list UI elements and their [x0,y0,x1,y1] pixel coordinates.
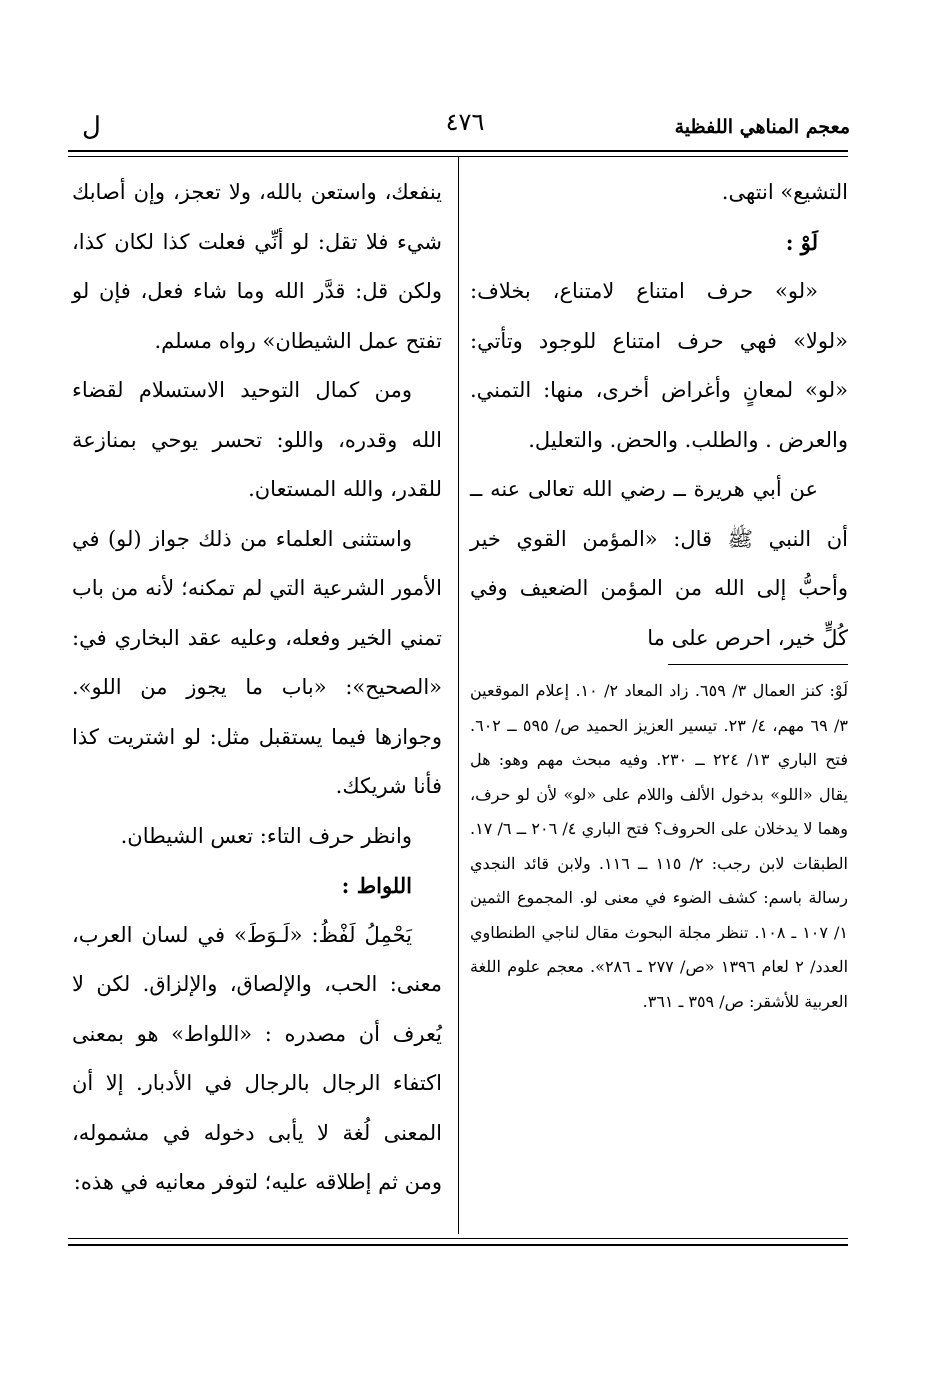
column-divider [458,156,459,1234]
paragraph: واستثنى العلماء من ذلك جواز (لو) في الأمور الشرعية التي لم تمكنه؛ لأنه من باب تمني الخير وفعله، وعليه عقد البخاري في: «الصحيح»: «باب ما يجوز من اللو». وجوازها فيما يستقبل مثل: لو اشتريت كذا فأنا شريكك. [72,526,442,798]
header-rule [68,150,848,152]
right-column [470,168,848,663]
entry-heading-liwat: اللواط : [341,873,412,898]
paragraph: التشيع» انتهى. [721,180,848,204]
paragraph: يَحْمِلُ لَفْظُ: «لَـوَطَ» في لسان العرب، معنى: الحب، والإلصاق، والإلزاق. لكن لا يُعرف أن مصدره : «اللواط» هو بمعنى اكتفاء الرجال بالرجال في الأدبار. إلا أن المعنى لُغة لا يأبى دخوله في مشموله، ومن ثم إطلاقه عليه؛ لتوفر معانيه في هذه: [72,922,442,1194]
book-title: معجم المناهي اللفظية [674,116,850,138]
left-column [72,168,442,1208]
cross-reference: وانظر حرف التاء: تعس الشيطان. [120,823,412,848]
footer-rule-thin [68,1238,848,1239]
paragraph: ومن كمال التوحيد الاستسلام لقضاء الله وقدره، واللو: تحسر يوحي بمنازعة للقدر، والله المستعان. [72,378,442,501]
paragraph: «لو» حرف امتناع لامتناع، بخلاف: «لولا» فهي حرف امتناع للوجود وتأتي: «لو» لمعانٍ وأغراض أخرى، منها: التمني. والعرض . والطلب. والحض. والتعليل. [470,279,848,452]
page-number: ٤٧٦ [445,108,485,136]
entry-heading-law: لَوْ : [785,229,818,255]
footer-rule [68,1244,848,1246]
footnote: لَوْ: كنز العمال ٣/ ٦٥٩. زاد المعاد ٢/ ١٠. إعلام الموقعين ٣/ ٦٩ مهم، ٤/ ٢٣. تيسير العزيز الحميد ص/ ٥٩٥ ــ ٦٠٢. فتح الباري ١٣/ ٢٢٤ ــ ٢٣٠. وفيه مبحث مهم وهو: هل يقال «اللو» بدخول الألف واللام على «لو» لأن لو حرف، وهما لا يدخلان على الحروف؟ فتح الباري ٤/ ٢٠٦ ــ ٦/ ١٧. الطبقات لابن رجب: ٢/ ١١٥ ــ ١١٦. ولابن قائد النجدي رسالة باسم: كشف الضوء في معنى لو. المجموع الثمين ١/ ١٠٧ ـ ١٠٨. تنظر مجلة البحوث مقال لناجي الطنطاوي العدد/ ٢ لعام ١٣٩٦ «ص/ ٢٧٧ ـ ٢٨٦». معجم علوم اللغة العربية للأشقر: ص/ ٣٥٩ ـ ٣٦١. [470,681,849,1011]
page-header [70,108,850,148]
section-letter: ل [82,112,101,142]
footnote-separator [668,664,848,665]
paragraph: ينفعك، واستعن بالله، ولا تعجز، وإن أصابك شيء فلا تقل: لو أنِّي فعلت كذا لكان كذا، ولكن قل: قدَّر الله وما شاء فعل، فإن لو تفتح عمل الشيطان» رواه مسلم. [72,180,442,353]
paragraph: عن أبي هريرة ــ رضي الله تعالى عنه ــ أن النبي ﷺ قال: «المؤمن القوي خير وأحبُّ إلى الله من المؤمن الضعيف وفي كُلٍّ خير، احرص على ما [470,477,848,650]
